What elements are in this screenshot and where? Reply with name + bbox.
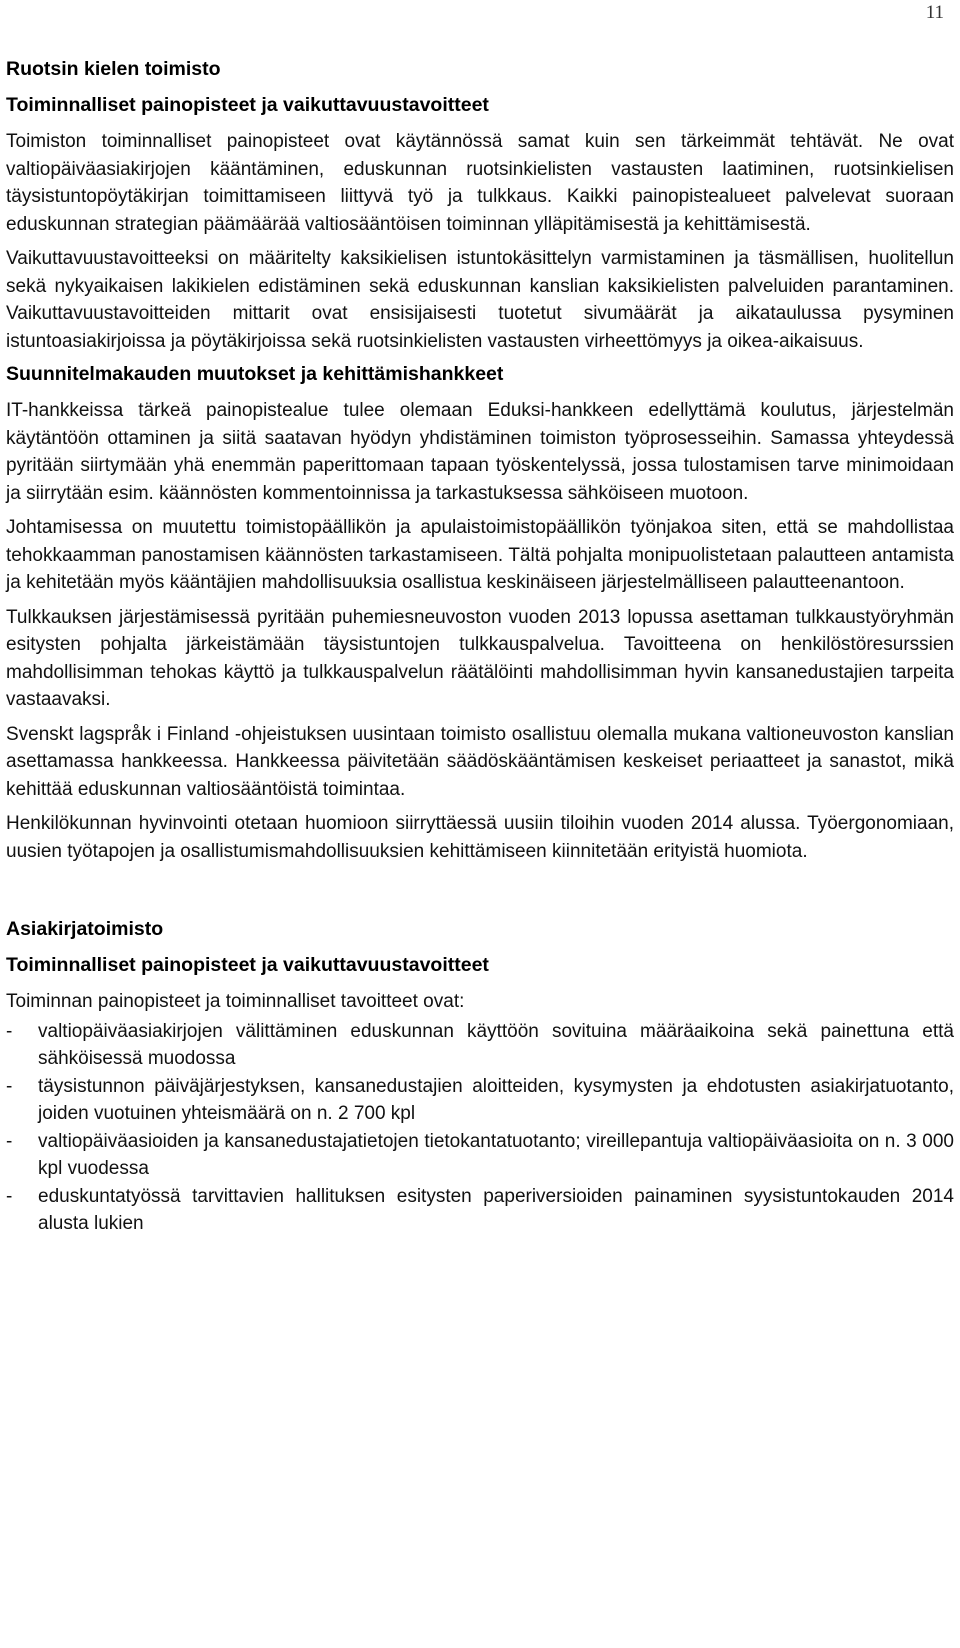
paragraph: Henkilökunnan hyvinvointi otetaan huomioon siirryttäessä uusiin tiloihin vuoden 2014 alussa. Työergonomiaan, uusien työtapojen ja osallistumismahdollisuuksien kehittämiseen kiinnitetään erityistä huomiota. [6, 813, 954, 862]
dash-bullet: - [6, 1020, 13, 1042]
section-subtitle: Toiminnalliset painopisteet ja vaikuttavuustavoitteet [6, 94, 489, 116]
paragraph: Tulkkauksen järjestämisessä pyritään puhemiesneuvoston vuoden 2013 lopussa asettaman tulkkaustyöryhmän esitysten pohjalta järkeistämään täysistuntojen tulkkauspalvelua. Tavoitteena on henkilöstöresurssien mahdollisimman tehokas käyttö ja tulkkauspalvelun räätälöinti mahdollisimman hyvin kansanedustajien tarpeita vastaavaksi. [6, 606, 954, 710]
document-body [6, 56, 954, 1238]
dash-bullet: - [6, 1130, 13, 1152]
list-item: - valtiopäiväasioiden ja kansanedustajatietojen tietokantatuotanto; vireillepantuja valtiopäiväasioita on n. 3 000 kpl vuodessa [6, 1128, 954, 1183]
paragraph: Johtamisessa on muutettu toimistopäällikön ja apulaistoimistopäällikön työnjakoa siten, että se mahdollistaa tehokkaamman panostamisen käännösten tarkastamiseen. Tältä pohjalta monipuolistetaan palautteen antamista ja kehitetään myös kääntäjien mahdollisuuksia osallistua keskinäiseen järjestelmälliseen palautteenantoon. [6, 517, 954, 593]
list-item: - valtiopäiväasiakirjojen välittäminen eduskunnan käyttöön sovituina määräaikoina sekä painettuna että sähköisessä muodossa [6, 1018, 954, 1073]
section-title-ruotsin-kielen-toimisto: Ruotsin kielen toimisto [6, 58, 221, 80]
page-number: 11 [925, 2, 944, 23]
paragraph: Vaikuttavuustavoitteeksi on määritelty kaksikielisen istuntokäsittelyn varmistaminen ja täsmällisen, huolitellun sekä nykyaikaisen lakikielen edistäminen sekä eduskunnan kanslian kaksikielisten palveluiden parantaminen. Vaikuttavuustavoitteiden mittarit ovat ensisijaisesti tuotetut sivumäärät ja aikataulussa pysyminen istuntoasiakirjoissa ja pöytäkirjoissa sekä ruotsinkielisten vastausten virheettömyys ja oikea-aikaisuus. [6, 248, 954, 352]
list-lead: Toiminnan painopisteet ja toiminnalliset tavoitteet ovat: [6, 991, 465, 1012]
goals-list [6, 1018, 954, 1238]
list-item: - eduskuntatyössä tarvittavien hallituksen esitysten paperiversioiden painaminen syysistuntokauden 2014 alusta lukien [6, 1183, 954, 1238]
list-item: - täysistunnon päiväjärjestyksen, kansanedustajien aloitteiden, kysymysten ja ehdotusten asiakirjatuotanto, joiden vuotuinen yhteismäärä on n. 2 700 kpl [6, 1073, 954, 1128]
dash-bullet: - [6, 1075, 13, 1097]
paragraph: Svenskt lagspråk i Finland -ohjeistuksen uusintaan toimisto osallistuu olemalla mukana valtioneuvoston kanslian asettamassa hankkeessa. Hankkeessa päivitetään säädöskääntämisen keskeiset periaatteet ja sanastot, mikä kehittää eduskunnan valtiosääntöistä toimintaa. [6, 723, 954, 800]
dash-bullet: - [6, 1185, 13, 1207]
paragraph: IT-hankkeissa tärkeä painopistealue tulee olemaan Eduksi-hankkeen edellyttämä koulutus, järjestelmän käytäntöön ottaminen ja siitä saatavan hyödyn yhdistäminen toimiston työprosesseihin. Samassa yhteydessä pyritään siirtymään yhä enemmän paperittomaan tapaan työskentelyssä, jossa tulostamisen tarve minimoidaan ja siirrytään esim. käännösten kommentoinnissa ja tarkastuksessa sähköiseen muotoon. [6, 400, 954, 504]
section-title-asiakirjatoimisto: Asiakirjatoimisto [6, 918, 164, 940]
section-subtitle: Toiminnalliset painopisteet ja vaikuttavuustavoitteet [6, 954, 489, 976]
section-spacer [6, 872, 954, 916]
section-heading-muutokset: Suunnitelmakauden muutokset ja kehittämishankkeet [6, 363, 504, 385]
paragraph: Toimiston toiminnalliset painopisteet ovat käytännössä samat kuin sen tärkeimmät tehtävät. Ne ovat valtiopäiväasiakirjojen kääntäminen, eduskunnan ruotsinkielisten vastausten laatiminen, ruotsinkielisen täysistuntopöytäkirjan toimittamiseen liittyvä työ ja tulkkaus. Kaikki painopistealueet palvelevat suoraan eduskunnan strategian päämäärää valtiosääntöisen toiminnan ylläpitämisestä ja kehittämisestä. [6, 131, 954, 235]
